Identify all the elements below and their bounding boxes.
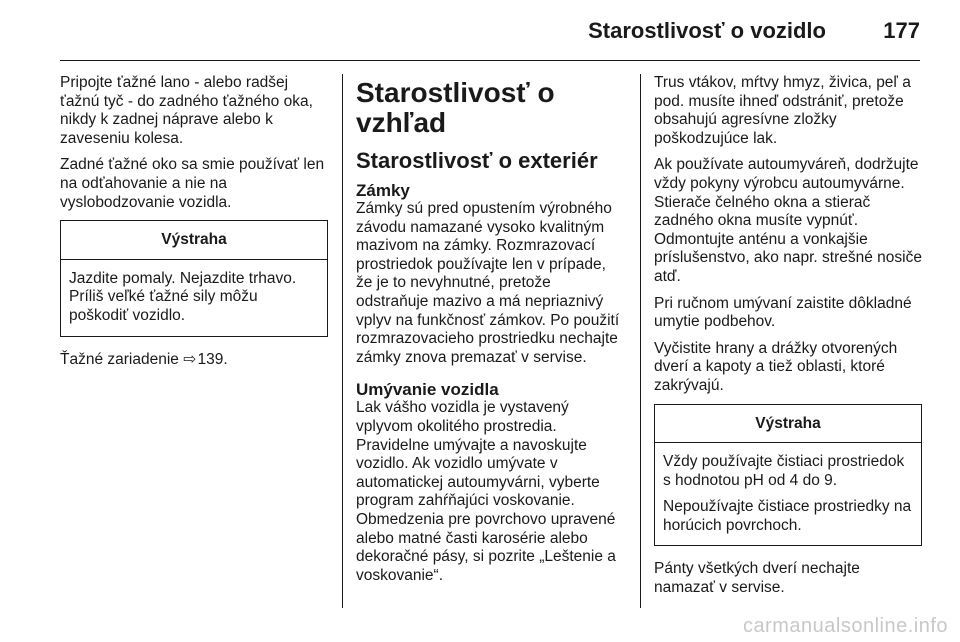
- subsection-title: Starostlivosť o exteriér: [356, 148, 598, 173]
- paragraph: Vyčistite hrany a drážky otvorených dverí a kapoty a tiež oblasti, ktoré zakrývajú.: [654, 339, 898, 394]
- column-3: [654, 74, 922, 606]
- paragraph: Pri ručnom umývaní zaistite dôkladné umytie podbehov.: [654, 294, 912, 331]
- watermark: carmanualsonline.info: [742, 615, 948, 637]
- warning-title: Výstraha: [61, 221, 327, 260]
- warning-title: Výstraha: [655, 405, 921, 444]
- warning-box: [654, 404, 922, 547]
- paragraph: Zadné ťažné oko sa smie používať len na odťahovanie a nie na vyslobodzovanie vozidla.: [60, 156, 325, 211]
- paragraph: Pánty všetkých dverí nechajte namazať v servise.: [654, 560, 860, 597]
- page-number: 177: [883, 18, 920, 43]
- paragraph: Pripojte ťažné lano - alebo radšej ťažnú tyč - do zadného ťažného oka, nikdy k zadnej náprave alebo k zaveseniu kolesa.: [60, 74, 313, 147]
- paragraph: Ak používate autoumyváreň, dodržujte vždy pokyny výrobcu autoumyvárne. Stierače čelného okna a stierač zadného okna musíte vypnúť. Odmontujte anténu a vonkajšie príslušenstvo, ako napr. strešné nosiče atď.: [654, 156, 922, 285]
- column-divider: [640, 74, 641, 608]
- header-title: Starostlivosť o vozidlo: [588, 18, 826, 43]
- column-1: [60, 74, 328, 377]
- warning-body: [61, 260, 327, 336]
- cross-reference[interactable]: [60, 351, 328, 370]
- topic-title-locks: Zámky: [356, 181, 410, 200]
- column-2: [356, 74, 624, 593]
- page-header: [60, 14, 920, 61]
- paragraph: Lak vášho vozidla je vystavený vplyvom okolitého prostredia. Pravidelne umývajte a navoskujte vozidlo. Ak vozidlo umývate v automatickej autoumyvárni, vyberte program zahŕňajúci voskovanie. Obmedzenia pre povrchovo upravené alebo matné časti karosérie alebo dekoračné pásy, si pozrite „Leštenie a voskovanie“.: [356, 399, 616, 584]
- reference-page: 139.: [197, 350, 228, 368]
- warning-body: [655, 443, 921, 545]
- arrow-right-icon: ⇨: [183, 350, 197, 368]
- reference-text: Ťažné zariadenie: [60, 350, 179, 368]
- column-divider: [342, 74, 343, 608]
- warning-text: Jazdite pomaly. Nejazdite trhavo. Príliš veľké ťažné sily môžu poškodiť vozidlo.: [69, 269, 297, 324]
- paragraph: Zámky sú pred opustením výrobného závodu namazané vysoko kvalitným mazivom na zámky. Rozmrazovací prostriedok používajte len v prípade, že je to nevyhnutné, pretože odstraňuje mazivo a má nepriaznivý vplyv na funkčnosť zámkov. Po použití rozmrazovacieho prostriedku nechajte zámky znova premazať v servise.: [356, 200, 620, 366]
- section-title: Starostlivosť o vzhľad: [356, 77, 555, 138]
- paragraph: Trus vtákov, mŕtvy hmyz, živica, peľ a pod. musíte ihneď odstrániť, pretože obsahujú agresívne zložky poškodzujúce lak.: [654, 74, 911, 147]
- topic-title-washing: Umývanie vozidla: [356, 380, 499, 400]
- warning-text: Nepoužívajte čistiace prostriedky na horúcich povrchoch.: [663, 498, 912, 534]
- warning-text: Vždy používajte čistiaci prostriedok s hodnotou pH od 4 do 9.: [663, 453, 905, 489]
- warning-box: [60, 220, 328, 336]
